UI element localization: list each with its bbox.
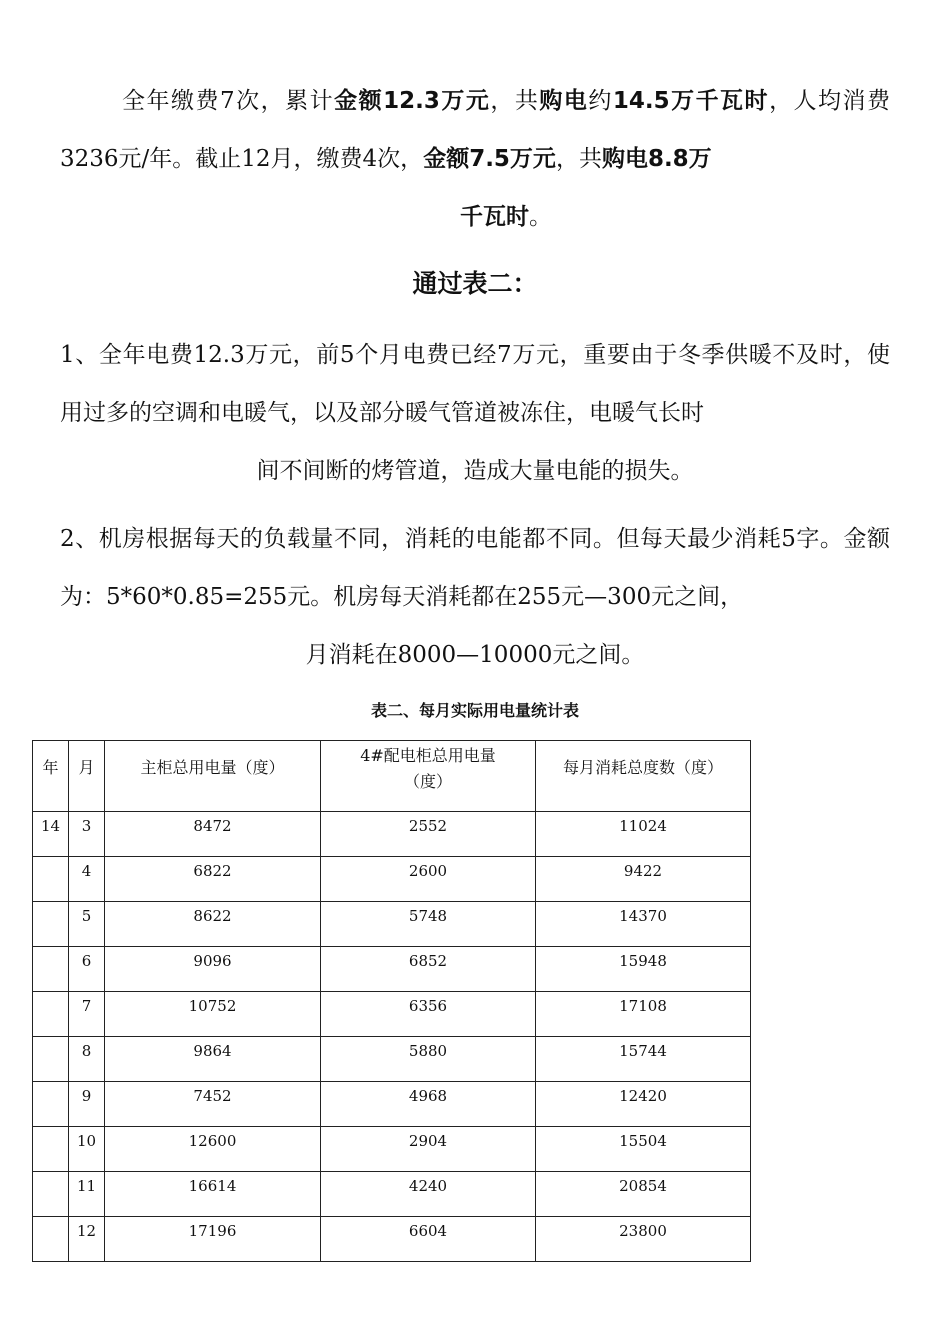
cell-dist-usage: 5748 — [321, 902, 536, 947]
cell-total-usage: 20854 — [536, 1172, 751, 1217]
header-month: 月 — [69, 741, 105, 812]
summary-text: ，人均消费3236元/年。截止12月，缴费4次， — [60, 88, 891, 172]
section-heading: 通过表二： — [412, 269, 538, 298]
cell-month: 3 — [69, 812, 105, 857]
summary-purchase-dec: 购电8.8万 — [601, 146, 712, 172]
table-row — [33, 1217, 751, 1262]
summary-text: 全年缴费7次，累计 — [122, 88, 335, 114]
summary-text: 。 — [529, 204, 552, 230]
table-row — [33, 812, 751, 857]
table-caption: 表二、每月实际用电量统计表 — [370, 701, 579, 720]
table-row — [33, 1037, 751, 1082]
cell-dist-usage: 5880 — [321, 1037, 536, 1082]
cell-total-usage: 23800 — [536, 1217, 751, 1262]
cell-year — [33, 1127, 69, 1172]
cell-dist-usage: 4240 — [321, 1172, 536, 1217]
summary-text: ，共 — [555, 146, 602, 172]
cell-dist-usage: 6852 — [321, 947, 536, 992]
cell-month: 10 — [69, 1127, 105, 1172]
summary-amount: 金额12.3万元 — [334, 88, 491, 114]
cell-year — [33, 1037, 69, 1082]
table-row — [33, 1127, 751, 1172]
cell-year — [33, 857, 69, 902]
summary-amount-dec: 金额7.5万元 — [423, 146, 556, 172]
cell-month: 8 — [69, 1037, 105, 1082]
summary-unit: 千瓦时 — [460, 204, 529, 230]
table-row — [33, 857, 751, 902]
cell-dist-usage: 2600 — [321, 857, 536, 902]
cell-main-usage: 16614 — [105, 1172, 321, 1217]
monthly-usage-table — [32, 740, 751, 1262]
cell-year — [33, 992, 69, 1037]
point-1-paragraph — [60, 326, 890, 500]
table-row — [33, 1082, 751, 1127]
table-header-row — [33, 741, 751, 812]
summary-last-line — [60, 188, 890, 246]
cell-dist-usage: 6356 — [321, 992, 536, 1037]
cell-main-usage: 10752 — [105, 992, 321, 1037]
header-main-cabinet: 主柜总用电量（度） — [105, 741, 321, 812]
cell-month: 6 — [69, 947, 105, 992]
cell-total-usage: 15504 — [536, 1127, 751, 1172]
cell-year — [33, 902, 69, 947]
cell-month: 7 — [69, 992, 105, 1037]
table-row — [33, 992, 751, 1037]
header-total: 每月消耗总度数（度） — [536, 741, 751, 812]
cell-main-usage: 8622 — [105, 902, 321, 947]
cell-year — [33, 1217, 69, 1262]
cell-main-usage: 17196 — [105, 1217, 321, 1262]
point-1-body: 1、全年电费12.3万元，前5个月电费已经7万元，重要由于冬季供暖不及时，使用过多的空调和电暖气，以及部分暖气管道被冻住，电暖气长时 — [60, 342, 890, 426]
cell-year — [33, 1172, 69, 1217]
cell-dist-usage: 4968 — [321, 1082, 536, 1127]
cell-dist-usage: 2552 — [321, 812, 536, 857]
summary-text: 约 — [588, 88, 613, 114]
point-1-tail: 间不间断的烤管道，造成大量电能的损失。 — [256, 458, 694, 484]
cell-main-usage: 9864 — [105, 1037, 321, 1082]
cell-main-usage: 8472 — [105, 812, 321, 857]
table-row — [33, 947, 751, 992]
cell-month: 4 — [69, 857, 105, 902]
header-dist-line2: （度） — [403, 772, 452, 791]
point-2-body: 2、机房根据每天的负载量不同，消耗的电能都不同。但每天最少消耗5字。金额为：5*60*0.85=255元。机房每天消耗都在255元—300元之间， — [60, 526, 890, 610]
cell-dist-usage: 2904 — [321, 1127, 536, 1172]
cell-main-usage: 7452 — [105, 1082, 321, 1127]
table-body — [33, 812, 751, 1262]
cell-total-usage: 15948 — [536, 947, 751, 992]
cell-month: 11 — [69, 1172, 105, 1217]
cell-main-usage: 9096 — [105, 947, 321, 992]
cell-month: 9 — [69, 1082, 105, 1127]
table-row — [33, 1172, 751, 1217]
cell-total-usage: 9422 — [536, 857, 751, 902]
cell-dist-usage: 6604 — [321, 1217, 536, 1262]
cell-month: 5 — [69, 902, 105, 947]
table-row — [33, 902, 751, 947]
header-distribution-cabinet — [321, 741, 536, 812]
header-dist-line1: 4#配电柜总用电量 — [360, 746, 496, 765]
cell-main-usage: 12600 — [105, 1127, 321, 1172]
cell-year — [33, 947, 69, 992]
summary-purchase-label: 购电 — [539, 88, 589, 114]
cell-total-usage: 15744 — [536, 1037, 751, 1082]
cell-year: 14 — [33, 812, 69, 857]
cell-total-usage: 17108 — [536, 992, 751, 1037]
cell-month: 12 — [69, 1217, 105, 1262]
cell-year — [33, 1082, 69, 1127]
point-2-tail: 月消耗在8000—10000元之间。 — [305, 642, 645, 668]
cell-total-usage: 14370 — [536, 902, 751, 947]
summary-paragraph — [60, 72, 890, 246]
table-header — [33, 741, 751, 812]
point-2-paragraph — [60, 510, 890, 684]
summary-text: ，共 — [490, 88, 540, 114]
cell-main-usage: 6822 — [105, 857, 321, 902]
summary-energy: 14.5万千瓦时 — [612, 88, 770, 114]
header-year: 年 — [33, 741, 69, 812]
cell-total-usage: 11024 — [536, 812, 751, 857]
cell-total-usage: 12420 — [536, 1082, 751, 1127]
